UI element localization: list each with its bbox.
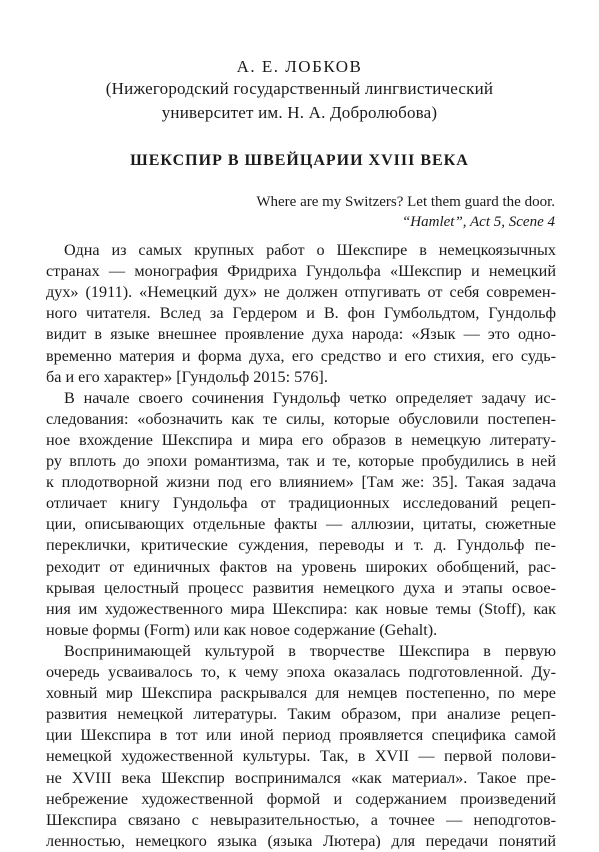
body-line: реходит от единичных фактов на уровень широких обобщений, рас- xyxy=(46,557,556,576)
author-affiliation-line-1: (Нижегородский государственный лингвистический xyxy=(105,79,494,98)
body-line: Шекспира связано с невыразительностью, а точнее — неподготов- xyxy=(46,810,556,829)
body-line: ции Шекспира в тот или иной период проявляется специфика самой xyxy=(46,726,556,745)
body-line: небрежение художественной формой и содержанием произведений xyxy=(46,789,556,808)
body-line: ное вхождение Шекспира и мира его образов в немецкую литерату- xyxy=(46,430,556,449)
body-line: ба и его характер» [Гундольф 2015: 576]. xyxy=(46,367,328,386)
body-line: видит в языке внешнее проявление духа народа: «Язык — это одно- xyxy=(46,325,556,344)
body-line: к плодотворной жизни под его влиянием» [Там же: 35]. Такая задача xyxy=(46,473,556,492)
epigraph-quote: Where are my Switzers? Let them guard the door. xyxy=(256,194,555,210)
body-line: не XVIII века Шекспир воспринимался «как материал». Такое пре- xyxy=(46,768,556,787)
author-affiliation-line-2: университет им. Н. А. Добролюбова) xyxy=(161,103,438,122)
body-line: ленностью, немецкого языка (языка Лютера) для передачи понятий xyxy=(46,831,556,850)
body-line: временно материя и форма духа, его средство и его стихия, его судь- xyxy=(46,346,556,365)
body-line: развития немецкой литературы. Таким образом, при анализе рецеп- xyxy=(46,705,556,724)
body-line: новые формы (Form) или как новое содержание (Gehalt). xyxy=(46,620,438,639)
body-line: ру вплоть до эпохи романтизма, так и те, которые пробудились в ней xyxy=(46,452,556,470)
body-line: отличает книгу Гундольфа от традиционных исследований рецеп- xyxy=(46,494,556,513)
body-line: Воспринимающей культурой в творчестве Шекспира в первую xyxy=(64,641,556,660)
epigraph-source: “Hamlet”, Act 5, Scene 4 xyxy=(401,214,555,230)
body-line: Одна из самых крупных работ о Шекспире в немецкоязычных xyxy=(64,241,556,259)
body-line: ции, описывающих отдельные факты — аллюзии, цитаты, сюжетные xyxy=(46,515,556,534)
body-line: немецкой художественной культуры. Так, в XVII — первой полови- xyxy=(46,747,556,766)
body-line: крывая целостный процесс развития немецкого духа и этапы освое- xyxy=(46,578,556,597)
body-line: ного читателя. Вслед за Гердером и В. фон Гумбольдтом, Гундольф xyxy=(46,304,556,323)
body-line: ния им художественного мира Шекспира: как новые темы (Stoff), как xyxy=(46,599,556,618)
body-line: следования: «обозначить как те силы, которые обусловили постепен- xyxy=(46,409,556,428)
body-line: странах — монография Фридриха Гундольфа «Шекспир и немецкий xyxy=(46,262,556,281)
body-line: очередь усваивалось то, к чему эпоха оказалась подготовленной. Ду- xyxy=(46,663,556,681)
author-name: А. Е. ЛОБКОВ xyxy=(236,57,363,76)
article-title: ШЕКСПИР В ШВЕЙЦАРИИ XVIII ВЕКА xyxy=(130,152,469,169)
body-line: переклички, критические суждения, переводы и т. д. Гундольф пе- xyxy=(46,536,556,555)
body-line: В начале своего сочинения Гундольф четко определяет задачу ис- xyxy=(64,388,556,407)
body-line: дух» (1911). «Немецкий дух» не должен отпугивать от себя современ- xyxy=(46,283,556,302)
body-line: ховный мир Шекспира раскрывался для немцев постепенно, по мере xyxy=(46,684,556,703)
